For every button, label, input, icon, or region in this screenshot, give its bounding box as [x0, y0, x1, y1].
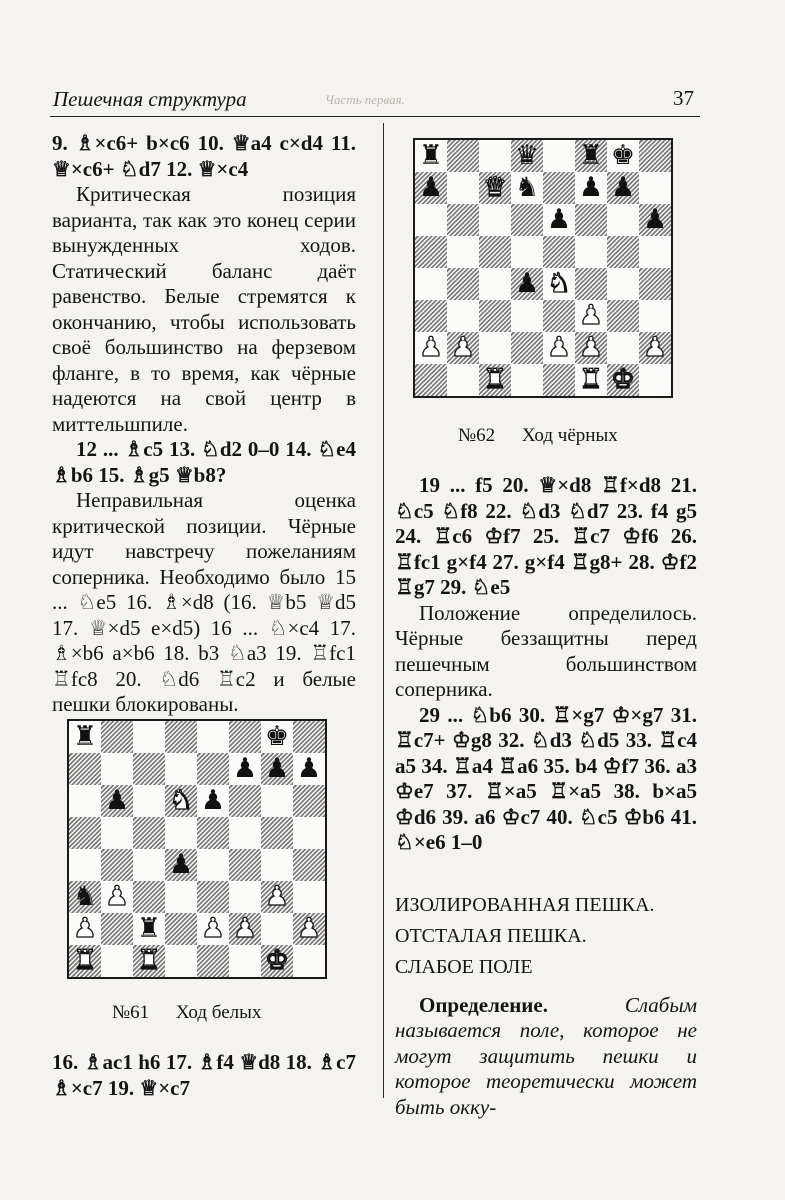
dark-square: [293, 721, 325, 753]
light-square: [607, 204, 639, 236]
light-square: [229, 881, 261, 913]
light-square: [479, 332, 511, 364]
black-rook-icon: ♜: [136, 913, 162, 944]
black-pawn-icon: ♟: [514, 268, 540, 299]
white-pawn-icon: ♟: [200, 913, 226, 944]
white-rook-icon: ♜: [482, 364, 508, 395]
light-square: [479, 204, 511, 236]
dark-square: [415, 300, 447, 332]
section-heading-line: СЛАБОЕ ПОЛЕ: [395, 955, 533, 978]
dark-square: [101, 913, 133, 945]
light-square: [607, 332, 639, 364]
dark-square: [543, 300, 575, 332]
light-square: [479, 140, 511, 172]
moves-paragraph: 16. ♗ac1 h6 17. ♗f4 ♕d8 18. ♗c7 ♗×c7 19. ♕×c7: [52, 1050, 356, 1100]
light-square: [447, 236, 479, 268]
light-square: [447, 172, 479, 204]
light-square: [639, 364, 671, 396]
dark-square: [293, 849, 325, 881]
white-knight-icon: ♞: [168, 785, 194, 816]
white-king-icon: ♚: [610, 364, 636, 395]
dark-square: [447, 140, 479, 172]
light-square: [165, 945, 197, 977]
moves-paragraph: 9. ♗×c6+ b×c6 10. ♕a4 c×d4 11. ♕×c6+ ♘d7 12. ♕×c4: [52, 131, 356, 181]
dark-square: [415, 236, 447, 268]
commentary-paragraph: Положение определилось. Чёрные беззащитны перед пешечным большинством соперника.: [395, 600, 697, 701]
black-knight-icon: ♞: [514, 172, 540, 203]
white-pawn-icon: ♟: [642, 332, 668, 363]
white-pawn-icon: ♟: [450, 332, 476, 363]
light-square: [197, 849, 229, 881]
diagram-side-to-move: Ход чёрных: [521, 425, 618, 446]
light-square: [165, 881, 197, 913]
white-pawn-icon: ♟: [578, 300, 604, 331]
dark-square: [511, 332, 543, 364]
dark-square: [607, 300, 639, 332]
commentary-paragraph: Неправильная оценка критической позиции. Чёрные идут навстречу пожеланиям соперника. Необходимо было 15 ... ♘e5 16. ♗×d8 (16. ♕b5 ♕d5 17. ♕×d5 e×d5) 16 ... ♘×c4 17. ♗×b6 a×b6 18. b3 ♘a3 19. ♖fc1 ♖fc8 20. ♘d6 ♖c2 и белые пешки блокированы.: [52, 488, 356, 716]
white-pawn-icon: ♟: [418, 332, 444, 363]
light-square: [165, 817, 197, 849]
light-square: [133, 785, 165, 817]
dark-square: [101, 849, 133, 881]
right-column: [395, 473, 697, 1120]
black-rook-icon: ♜: [418, 140, 444, 171]
dark-square: [69, 817, 101, 849]
commentary-paragraph: Критическая позиция варианта, так как это конец серии вынужденных ходов. Статический баланс даёт равенство. Белые стремятся к окончанию, чтобы использовать своё большинство на ферзевом фланге, в то время, как чёрные надеются на свой центр в миттельшпиле.: [52, 182, 356, 436]
black-rook-icon: ♜: [72, 721, 98, 752]
black-king-icon: ♚: [264, 721, 290, 752]
light-square: [511, 300, 543, 332]
light-square: [69, 849, 101, 881]
white-pawn-icon: ♟: [72, 913, 98, 944]
black-pawn-icon: ♟: [264, 753, 290, 784]
dark-square: [575, 204, 607, 236]
section-heading-line: ОТСТАЛАЯ ПЕШКА.: [395, 924, 587, 947]
light-square: [101, 945, 133, 977]
light-square: [293, 817, 325, 849]
dark-square: [101, 721, 133, 753]
diagram-side-to-move: Ход белых: [175, 1002, 262, 1023]
definition-text: Слабым называется поле, которое не могут защитить пешки и которое теоретически может быть окку-: [395, 992, 697, 1119]
light-square: [261, 785, 293, 817]
black-queen-icon: ♛: [514, 140, 540, 171]
light-square: [543, 140, 575, 172]
light-square: [639, 236, 671, 268]
dark-square: [69, 753, 101, 785]
black-pawn-icon: ♟: [168, 849, 194, 880]
dark-square: [165, 913, 197, 945]
light-square: [229, 817, 261, 849]
chess-diagram-62: [413, 138, 673, 398]
dark-square: [447, 204, 479, 236]
black-rook-icon: ♜: [578, 140, 604, 171]
column-divider: [383, 123, 384, 1098]
dark-square: [511, 204, 543, 236]
diagram-caption-61: [112, 1002, 283, 1024]
dark-square: [293, 785, 325, 817]
black-pawn-icon: ♟: [296, 753, 322, 784]
black-pawn-icon: ♟: [418, 172, 444, 203]
white-pawn-icon: ♟: [104, 881, 130, 912]
moves-paragraph: 19 ... f5 20. ♕×d8 ♖f×d8 21. ♘c5 ♘f8 22. ♘d3 ♘d7 23. f4 g5 24. ♖c6 ♔f7 25. ♖c7 ♔f6 26. ♖fc1 g×f4 27. g×f4 ♖g8+ 28. ♔f2 ♖g7 29. ♘e5: [395, 473, 697, 599]
light-square: [511, 236, 543, 268]
light-square: [415, 204, 447, 236]
white-knight-icon: ♞: [546, 268, 572, 299]
dark-square: [415, 364, 447, 396]
dark-square: [133, 817, 165, 849]
white-rook-icon: ♜: [578, 364, 604, 395]
dark-square: [639, 268, 671, 300]
black-pawn-icon: ♟: [200, 785, 226, 816]
definition-label: Определение.: [419, 992, 548, 1017]
light-square: [607, 268, 639, 300]
light-square: [575, 236, 607, 268]
dark-square: [229, 721, 261, 753]
white-pawn-icon: ♟: [264, 881, 290, 912]
white-pawn-icon: ♟: [232, 913, 258, 944]
white-queen-icon: ♛: [482, 172, 508, 203]
bleed-through-text: Часть первая.: [325, 92, 405, 107]
dark-square: [543, 172, 575, 204]
light-square: [415, 268, 447, 300]
white-king-icon: ♚: [264, 945, 290, 976]
light-square: [447, 300, 479, 332]
running-title: Пешечная структура: [53, 87, 247, 111]
white-pawn-icon: ♟: [296, 913, 322, 944]
light-square: [229, 945, 261, 977]
black-pawn-icon: ♟: [546, 204, 572, 235]
light-square: [133, 849, 165, 881]
dark-square: [261, 817, 293, 849]
black-pawn-icon: ♟: [578, 172, 604, 203]
running-header: [50, 82, 700, 117]
dark-square: [479, 300, 511, 332]
dark-square: [133, 881, 165, 913]
dark-square: [479, 236, 511, 268]
moves-paragraph: 12 ... ♗c5 13. ♘d2 0–0 14. ♘e4 ♗b6 15. ♗g5 ♕b8?: [52, 437, 356, 487]
section-heading-line: ИЗОЛИРОВАННАЯ ПЕШКА.: [395, 893, 655, 916]
light-square: [293, 945, 325, 977]
light-square: [639, 300, 671, 332]
diagram-number: №61: [112, 1002, 150, 1023]
light-square: [165, 753, 197, 785]
light-square: [511, 364, 543, 396]
black-pawn-icon: ♟: [642, 204, 668, 235]
dark-square: [197, 881, 229, 913]
dark-square: [229, 849, 261, 881]
dark-square: [133, 753, 165, 785]
light-square: [261, 913, 293, 945]
white-rook-icon: ♜: [136, 945, 162, 976]
light-square: [447, 364, 479, 396]
left-column: [52, 131, 356, 718]
chess-diagram-61: [67, 719, 327, 979]
diagram-caption-62: [458, 425, 640, 447]
black-pawn-icon: ♟: [610, 172, 636, 203]
dark-square: [575, 268, 607, 300]
light-square: [293, 881, 325, 913]
moves-paragraph: 29 ... ♘b6 30. ♖×g7 ♔×g7 31. ♖c7+ ♔g8 32. ♘d3 ♘d5 33. ♖c4 a5 34. ♖a4 ♖a6 35. b4 ♔f7 36. a3 ♔e7 37. ♖×a5 ♖×a5 38. b×a5 ♔d6 39. a6 ♔c7 40. ♘c5 ♔b6 41. ♘×e6 1–0: [395, 702, 697, 854]
diagram-number: №62: [458, 425, 496, 446]
light-square: [261, 849, 293, 881]
dark-square: [197, 817, 229, 849]
dark-square: [165, 721, 197, 753]
light-square: [197, 721, 229, 753]
light-square: [101, 753, 133, 785]
black-king-icon: ♚: [610, 140, 636, 171]
light-square: [133, 721, 165, 753]
white-pawn-icon: ♟: [546, 332, 572, 363]
dark-square: [197, 753, 229, 785]
white-rook-icon: ♜: [72, 945, 98, 976]
dark-square: [197, 945, 229, 977]
light-square: [479, 268, 511, 300]
light-square: [639, 172, 671, 204]
black-pawn-icon: ♟: [232, 753, 258, 784]
black-knight-icon: ♞: [72, 881, 98, 912]
page-number: 37: [673, 86, 694, 110]
dark-square: [543, 364, 575, 396]
definition-paragraph: [395, 993, 697, 1121]
dark-square: [607, 236, 639, 268]
dark-square: [447, 268, 479, 300]
dark-square: [229, 785, 261, 817]
white-pawn-icon: ♟: [578, 332, 604, 363]
dark-square: [543, 236, 575, 268]
light-square: [69, 785, 101, 817]
light-square: [101, 817, 133, 849]
left-column-bottom: [52, 1050, 356, 1101]
dark-square: [639, 140, 671, 172]
black-pawn-icon: ♟: [104, 785, 130, 816]
